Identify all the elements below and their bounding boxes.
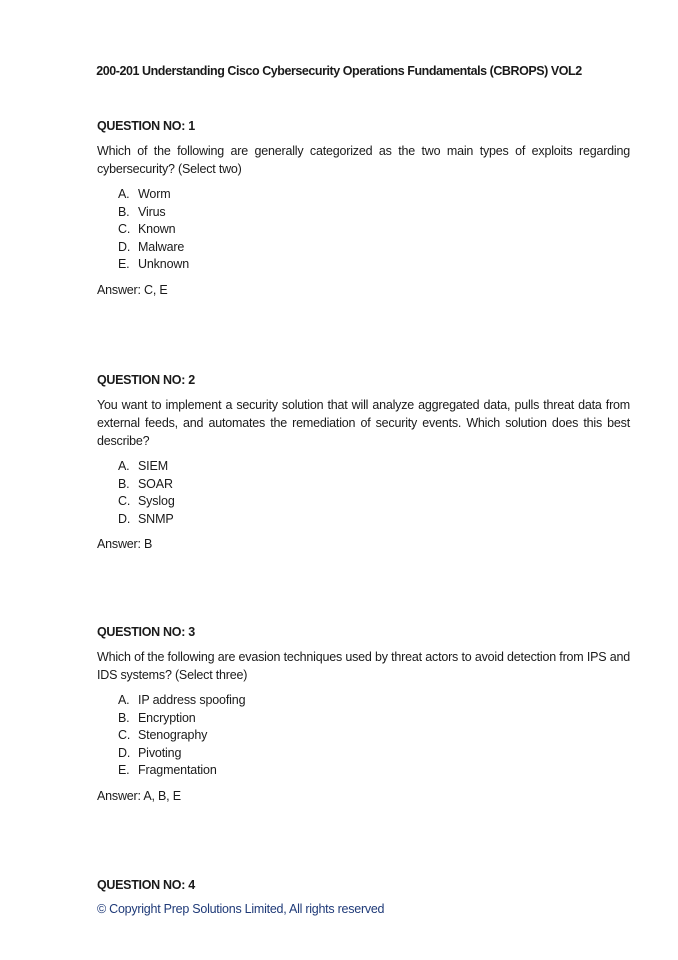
- question-4: [97, 878, 630, 901]
- option-list: [97, 692, 630, 780]
- option-letter: A.: [118, 459, 130, 473]
- option-letter: C.: [118, 222, 131, 236]
- option-item: [118, 204, 630, 222]
- question-text: Which of the following are evasion techniques used by threat actors to avoid detection from IPS and IDS systems? (Select three): [97, 650, 630, 682]
- option-item: [118, 239, 630, 257]
- option-text: Encryption: [138, 710, 196, 725]
- option-item: [118, 221, 630, 239]
- question-heading: QUESTION NO: 1: [97, 119, 195, 133]
- question-heading: QUESTION NO: 3: [97, 625, 195, 639]
- option-item: [118, 186, 630, 204]
- option-text: SIEM: [138, 459, 168, 473]
- document-title: 200-201 Understanding Cisco Cybersecurity Operations Fundamentals (CBROPS) VOL2: [96, 64, 582, 78]
- answer-text: Answer: A, B, E: [97, 788, 181, 803]
- option-list: [97, 186, 630, 274]
- option-letter: A.: [118, 693, 130, 707]
- question-text: You want to implement a security solution that will analyze aggregated data, pulls threat data from external feeds, and automates the remediation of security events. Which solution does this best describe?: [97, 398, 630, 448]
- option-letter: C.: [118, 494, 131, 508]
- option-text: Unknown: [138, 257, 190, 271]
- copyright-footer: © Copyright Prep Solutions Limited, All rights reserved: [97, 902, 385, 916]
- question-heading: QUESTION NO: 2: [97, 373, 195, 387]
- option-letter: C.: [118, 728, 131, 742]
- option-letter: E.: [118, 763, 130, 777]
- question-heading: QUESTION NO: 4: [97, 878, 195, 892]
- option-item: [118, 458, 630, 476]
- option-letter: A.: [118, 187, 130, 201]
- option-text: Pivoting: [138, 745, 182, 760]
- option-text: Malware: [138, 239, 185, 254]
- question-2: [97, 373, 630, 551]
- option-text: Fragmentation: [138, 763, 217, 777]
- option-text: Virus: [138, 204, 166, 219]
- option-text: SOAR: [138, 476, 173, 491]
- question-1: [97, 119, 630, 297]
- option-item: [118, 745, 630, 763]
- option-text: Syslog: [138, 494, 175, 508]
- option-item: [118, 511, 630, 529]
- option-letter: D.: [118, 511, 131, 526]
- option-letter: B.: [118, 204, 130, 219]
- option-item: [118, 710, 630, 728]
- option-text: Worm: [138, 187, 171, 201]
- answer-text: Answer: C, E: [97, 282, 168, 297]
- question-text: Which of the following are generally categorized as the two main types of exploits regarding cybersecurity? (Select two): [97, 144, 630, 176]
- option-item: [118, 692, 630, 710]
- option-item: [118, 476, 630, 494]
- option-letter: D.: [118, 239, 131, 254]
- question-3: [97, 625, 630, 803]
- option-item: [118, 727, 630, 745]
- option-item: [118, 493, 630, 511]
- option-letter: B.: [118, 476, 130, 491]
- answer-text: Answer: B: [97, 537, 153, 551]
- option-text: Known: [138, 222, 176, 236]
- option-item: [118, 256, 630, 274]
- option-text: IP address spoofing: [138, 693, 246, 707]
- option-letter: D.: [118, 745, 131, 760]
- option-item: [118, 762, 630, 780]
- option-text: SNMP: [138, 511, 174, 526]
- option-letter: B.: [118, 710, 130, 725]
- option-letter: E.: [118, 257, 130, 271]
- option-list: [97, 458, 630, 528]
- option-text: Stenography: [138, 728, 208, 742]
